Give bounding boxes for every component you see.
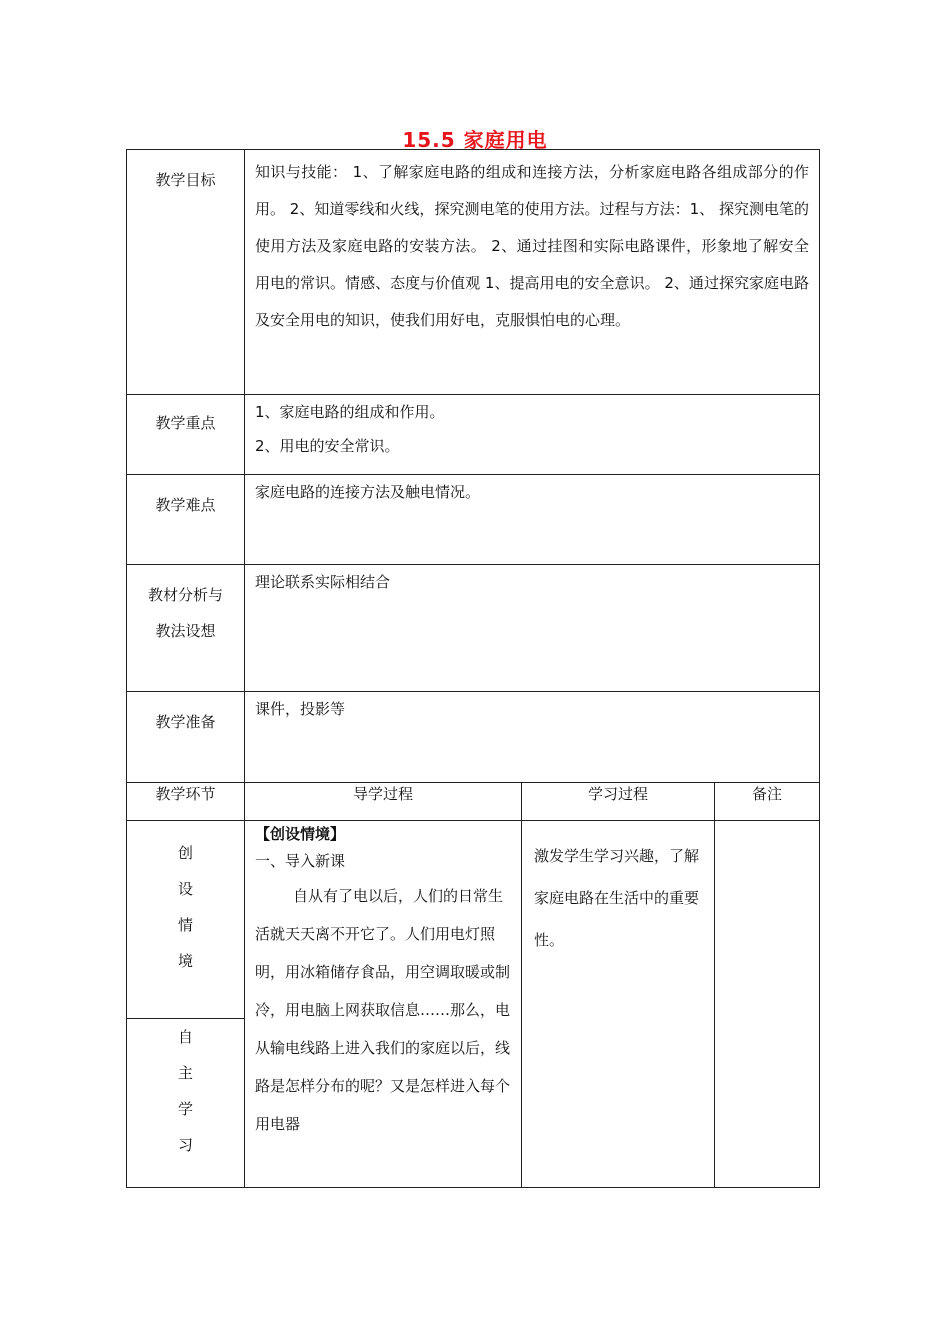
row-label: 教学难点	[155, 496, 216, 514]
stage-cell	[127, 821, 245, 1188]
guide-text: 自从有了电以后，人们的日常生活就天天离不开它了。人们用电灯照明，用冰箱储存食品，用空调取暖或制冷，用电脑上网获取信息……那么，电从输电线路上进入我们的家庭以后，线路是怎样分布的呢？又是怎样进入每个用电器	[255, 887, 511, 1133]
row-analysis	[127, 565, 820, 692]
row-label: 教材分析与	[147, 586, 223, 604]
key-line-1: 1、家庭电路的组成和作用。	[255, 403, 445, 421]
difficulty-text: 家庭电路的连接方法及触电情况。	[255, 483, 481, 501]
header-learning-process: 学习过程	[522, 783, 715, 821]
content-cell	[245, 150, 820, 395]
stage-char: 主	[177, 1064, 193, 1082]
stage-char: 境	[177, 952, 193, 970]
content-cell	[245, 475, 820, 565]
guide-subheading: 一、导入新课	[255, 852, 346, 870]
header-stage: 教学环节	[127, 783, 245, 821]
content-cell	[245, 565, 820, 692]
goal-text: 知识与技能： 1、了解家庭电路的组成和连接方法，分析家庭电路各组成部分的作用。 2、知道零线和火线，探究测电笔的使用方法。过程与方法：1、 探究测电笔的使用方法及家庭电路的安装方法。 2、通过挂图和实际电路课件，形象地了解安全用电的常识。情感、态度与价值观 1、提高用电的安全意识。 2、通过探究家庭电路及安全用电的知识，使我们用好电，克服惧怕电的心理。	[255, 163, 810, 329]
stage-char: 设	[177, 880, 193, 898]
label-cell	[127, 150, 245, 395]
table-header-row	[127, 783, 820, 821]
row-teaching-goal	[127, 150, 820, 395]
stage-section-self-study	[127, 1019, 244, 1187]
row-label: 教学重点	[155, 414, 216, 432]
prep-text: 课件，投影等	[255, 700, 346, 718]
content-cell	[245, 692, 820, 783]
label-cell	[127, 395, 245, 475]
stage-char: 习	[177, 1136, 193, 1154]
stage-char: 学	[177, 1100, 193, 1118]
row-label: 教法设想	[155, 622, 216, 640]
label-cell	[127, 475, 245, 565]
guide-cell	[245, 821, 522, 1188]
row-label: 教学准备	[155, 713, 216, 731]
stage-char: 情	[177, 916, 193, 934]
stage-section-scenario	[127, 821, 244, 1019]
label-cell	[127, 692, 245, 783]
content-cell	[245, 395, 820, 475]
header-notes: 备注	[715, 783, 820, 821]
header-guide-process: 导学过程	[245, 783, 522, 821]
row-key-point	[127, 395, 820, 475]
stage-char: 自	[177, 1028, 193, 1046]
row-stage-content	[127, 821, 820, 1188]
analysis-text: 理论联系实际相结合	[255, 573, 391, 591]
learning-text: 激发学生学习兴趣，了解家庭电路在生活中的重要性。	[534, 847, 700, 949]
label-cell	[127, 565, 245, 692]
lesson-plan-table	[126, 149, 820, 1188]
row-preparation	[127, 692, 820, 783]
page-title: 15.5 家庭用电	[402, 128, 548, 152]
stage-char: 创	[177, 844, 193, 862]
learning-cell	[522, 821, 715, 1188]
key-line-2: 2、用电的安全常识。	[255, 437, 400, 455]
row-difficulty	[127, 475, 820, 565]
guide-heading: 【创设情境】	[255, 825, 346, 843]
notes-cell	[715, 821, 820, 1188]
row-label: 教学目标	[155, 171, 216, 189]
